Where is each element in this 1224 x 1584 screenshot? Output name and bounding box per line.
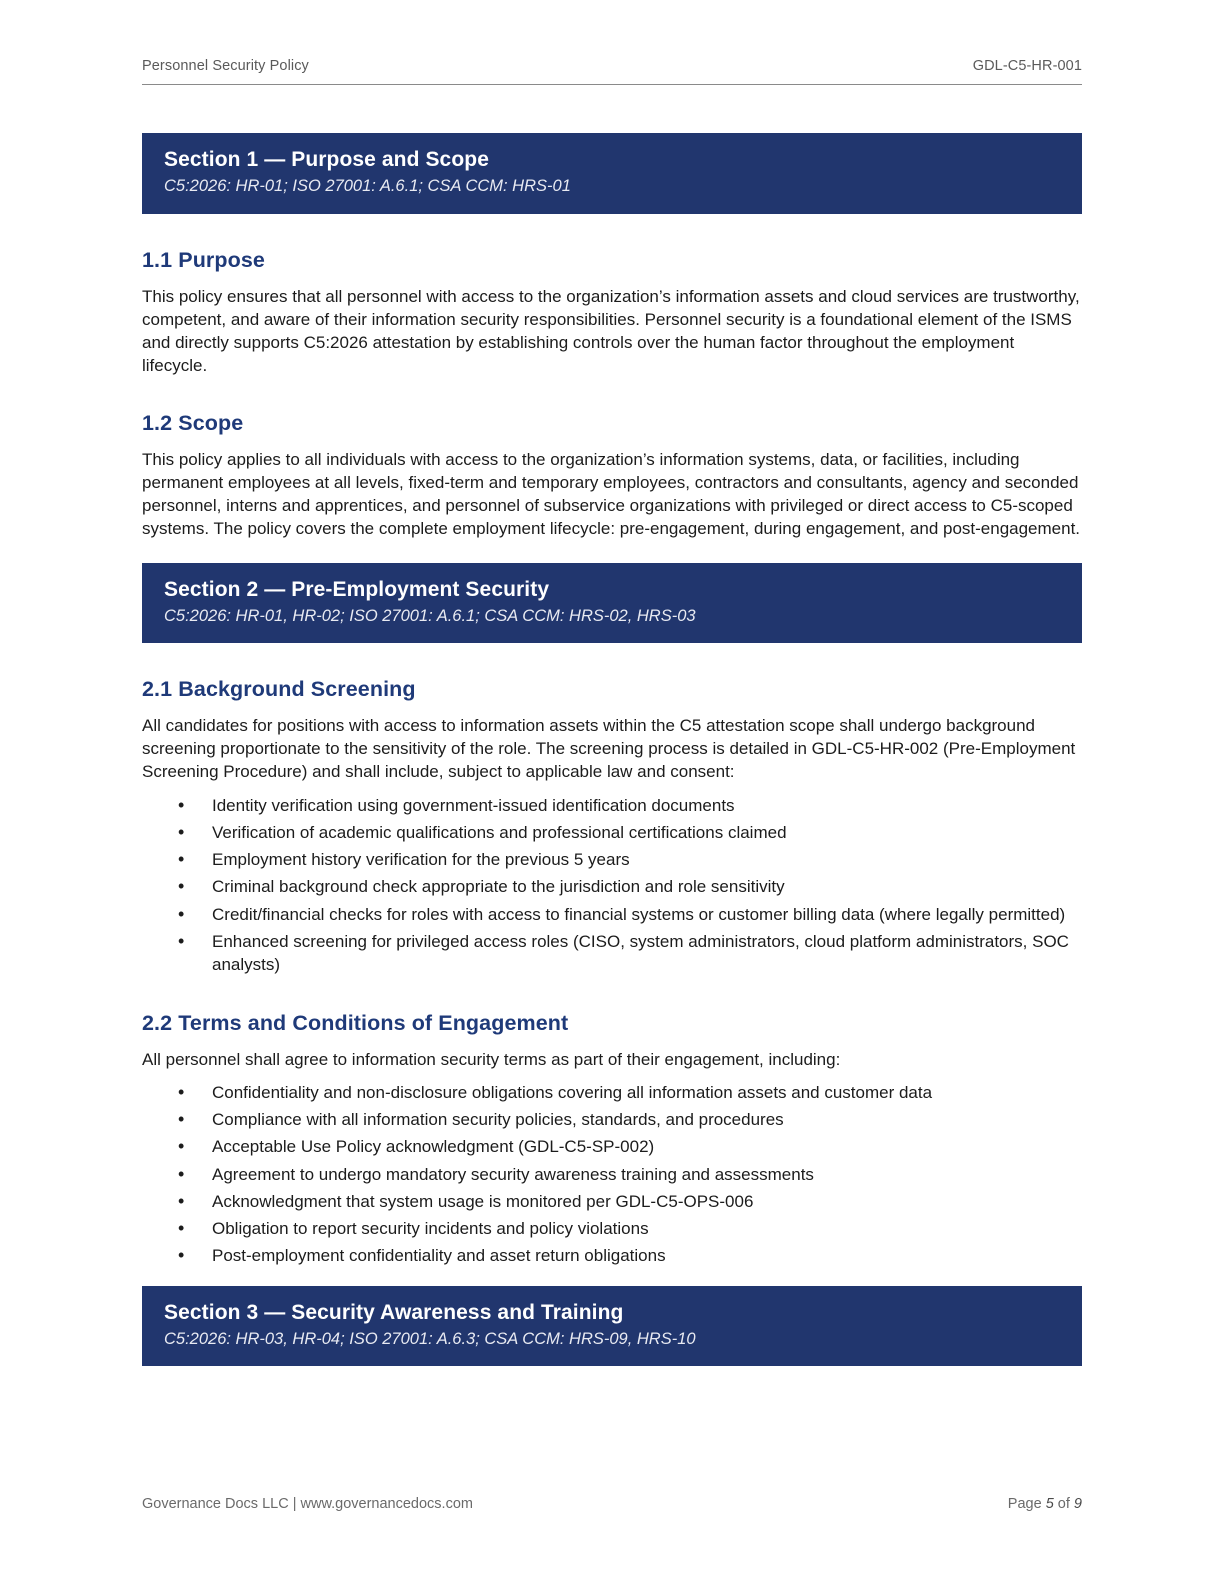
section-3-title: Section 3 — Security Awareness and Training	[164, 1300, 624, 1324]
heading-1-1-purpose: 1.1 Purpose	[142, 247, 265, 272]
header-doc-id: GDL-C5-HR-001	[972, 58, 1082, 74]
list-item: • Obligation to report security incidents and policy violations	[178, 1217, 1082, 1240]
paragraph-purpose: This policy ensures that all personnel with access to the organization’s information assets and cloud services are trustworthy, competent, and aware of their information security responsibilities. Personnel security is a foundational element of the ISMS and directly supports C5:2026 attestation by establishing controls over the human factor throughout the employment lifecycle.	[142, 286, 1080, 376]
section-banner-2	[142, 563, 1082, 644]
heading-2-1-background-screening: 2.1 Background Screening	[142, 677, 416, 702]
section-1-title: Section 1 — Purpose and Scope	[164, 148, 489, 171]
list-item: • Compliance with all information security policies, standards, and procedures	[178, 1108, 1082, 1131]
list-item: • Identity verification using government-issued identification documents	[178, 794, 1082, 817]
list-item: • Credit/financial checks for roles with access to financial systems or customer billing data (where legally permitted)	[178, 903, 1082, 926]
footer-page-total: 9	[1073, 1496, 1082, 1512]
list-item: • Enhanced screening for privileged access roles (CISO, system administrators, cloud platform administrators, SOC analysts)	[178, 930, 1082, 977]
section-1-subtitle: C5:2026: HR-01; ISO 27001: A.6.1; CSA CCM: HRS-01	[164, 177, 571, 196]
paragraph-scope: This policy applies to all individuals with access to the organization’s information systems, data, or facilities, including permanent employees at all levels, fixed-term and temporary employees, contractors and consultants, agency and seconded personnel, interns and apprentices, and personnel of subservice organizations with privileged or direct access to C5-scoped systems. The policy covers the complete employment lifecycle: pre-engagement, during engagement, and post-engagement.	[142, 450, 1081, 539]
list-item: • Post-employment confidentiality and asset return obligations	[178, 1244, 1082, 1267]
heading-1-2-scope: 1.2 Scope	[142, 411, 244, 436]
footer-page-number	[1008, 1496, 1082, 1512]
footer-company: Governance Docs LLC | www.governancedocs.com	[142, 1496, 473, 1512]
list-item: • Employment history verification for the previous 5 years	[178, 848, 1082, 871]
list-background-screening	[142, 794, 1082, 977]
section-2-subtitle: C5:2026: HR-01, HR-02; ISO 27001: A.6.1; CSA CCM: HRS-02, HRS-03	[164, 606, 696, 625]
list-item: • Agreement to undergo mandatory security awareness training and assessments	[178, 1163, 1082, 1186]
list-item: • Verification of academic qualifications and professional certifications claimed	[178, 821, 1082, 844]
list-item: • Acknowledgment that system usage is monitored per GDL-C5-OPS-006	[178, 1190, 1082, 1213]
section-2-title: Section 2 — Pre-Employment Security	[164, 577, 550, 601]
list-item: • Acceptable Use Policy acknowledgment (GDL-C5-SP-002)	[178, 1135, 1082, 1158]
paragraph-terms-and-conditions: All personnel shall agree to information security terms as part of their engagement, including:	[142, 1049, 841, 1069]
section-banner-1	[142, 133, 1082, 214]
heading-2-2-terms-and-conditions: 2.2 Terms and Conditions of Engagement	[142, 1010, 569, 1035]
list-item: • Criminal background check appropriate to the jurisdiction and role sensitivity	[178, 875, 1082, 898]
header-title: Personnel Security Policy	[142, 58, 309, 74]
list-item: • Confidentiality and non-disclosure obligations covering all information assets and customer data	[178, 1081, 1082, 1104]
list-terms-and-conditions	[142, 1081, 1082, 1268]
document-header	[142, 58, 1082, 85]
footer-page-label: Page	[1007, 1496, 1046, 1512]
footer-page-current: 5	[1045, 1496, 1054, 1512]
footer-page-of: of	[1053, 1496, 1074, 1512]
section-banner-3	[142, 1286, 1082, 1367]
section-3-subtitle: C5:2026: HR-03, HR-04; ISO 27001: A.6.3; CSA CCM: HRS-09, HRS-10	[164, 1329, 696, 1348]
paragraph-background-screening: All candidates for positions with access to information assets within the C5 attestation scope shall undergo background screening proportionate to the sensitivity of the role. The screening process is detailed in GDL-C5-HR-002 (Pre-Employment Screening Procedure) and shall include, subject to applicable law and consent:	[142, 716, 1076, 782]
document-footer	[142, 1496, 1082, 1512]
